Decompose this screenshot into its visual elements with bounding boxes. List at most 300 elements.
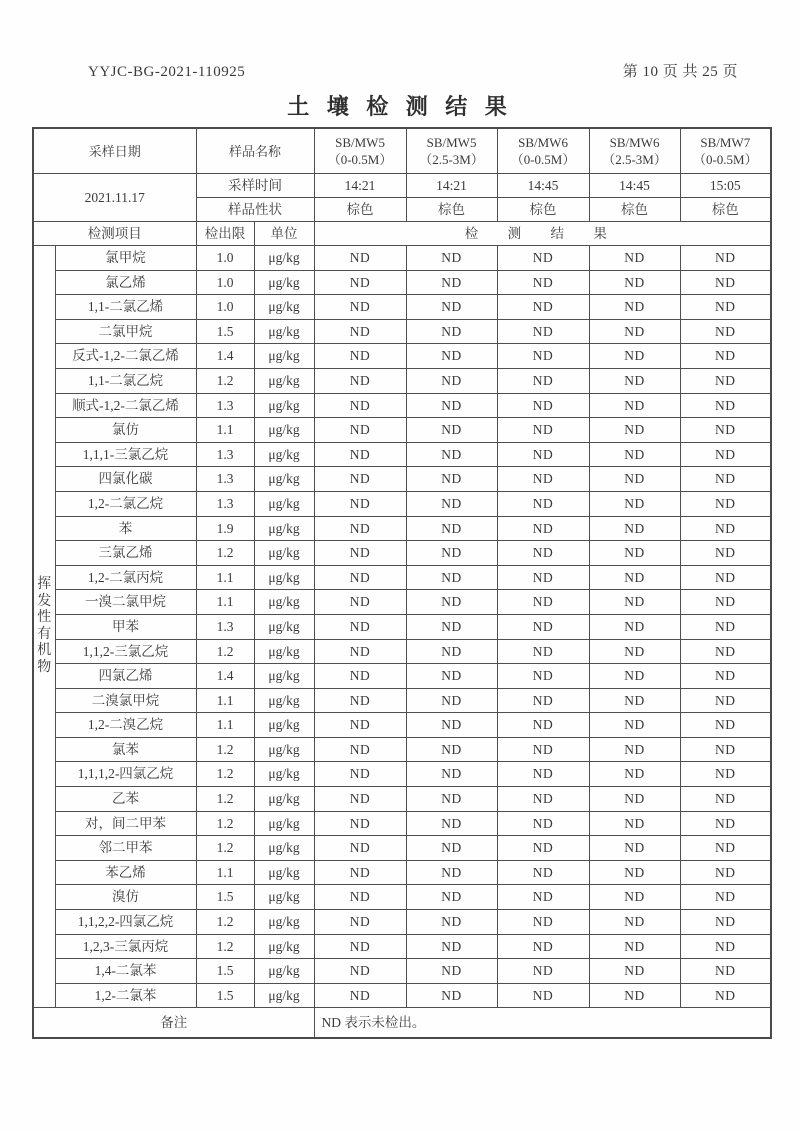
table-row [33, 368, 771, 393]
unit-cell: μg/kg [254, 713, 314, 738]
sample-header [314, 128, 406, 174]
result-cell: ND [314, 860, 406, 885]
sampling-time-label: 采样时间 [196, 174, 314, 198]
item-name-cell: 1,2-二氯苯 [55, 983, 196, 1008]
result-cell: ND [406, 910, 497, 935]
result-cell: ND [680, 787, 771, 812]
result-cell: ND [314, 565, 406, 590]
item-name-cell: 一溴二氯甲烷 [55, 590, 196, 615]
item-name-cell: 邻二甲苯 [55, 836, 196, 861]
unit-cell: μg/kg [254, 860, 314, 885]
result-cell: ND [406, 393, 497, 418]
result-cell: ND [314, 246, 406, 271]
sampling-date-value: 2021.11.17 [33, 174, 196, 222]
detection-limit-cell: 1.4 [196, 344, 254, 369]
page-title: 土 壤 检 测 结 果 [287, 94, 513, 119]
sample-header [680, 128, 771, 174]
result-cell: ND [406, 983, 497, 1008]
result-cell: ND [497, 491, 589, 516]
result-cell: ND [680, 983, 771, 1008]
detection-limit-cell: 1.0 [196, 270, 254, 295]
result-cell: ND [589, 688, 680, 713]
table-row [33, 614, 771, 639]
sampling-time-value: 14:45 [497, 174, 589, 198]
result-cell: ND [406, 639, 497, 664]
result-cell: ND [497, 811, 589, 836]
result-cell: ND [406, 737, 497, 762]
result-cell: ND [406, 664, 497, 689]
unit-cell: μg/kg [254, 541, 314, 566]
result-cell: ND [406, 565, 497, 590]
detection-limit-cell: 1.9 [196, 516, 254, 541]
sample-name-label: 样品名称 [196, 128, 314, 174]
item-name-cell: 1,1,1-三氯乙烷 [55, 442, 196, 467]
detection-limit-cell: 1.2 [196, 368, 254, 393]
result-cell: ND [680, 368, 771, 393]
result-cell: ND [406, 295, 497, 320]
result-cell: ND [406, 811, 497, 836]
result-cell: ND [680, 934, 771, 959]
result-cell: ND [589, 713, 680, 738]
detection-limit-cell: 1.2 [196, 737, 254, 762]
table-row [33, 983, 771, 1008]
detection-limit-cell: 1.1 [196, 590, 254, 615]
result-cell: ND [314, 442, 406, 467]
result-cell: ND [406, 467, 497, 492]
result-cell: ND [314, 737, 406, 762]
result-cell: ND [589, 442, 680, 467]
sample-id: SB/MW5 [426, 135, 477, 150]
result-cell: ND [314, 614, 406, 639]
result-cell: ND [314, 393, 406, 418]
item-name-cell: 1,2,3-三氯丙烷 [55, 934, 196, 959]
result-cell: ND [589, 590, 680, 615]
result-cell: ND [680, 614, 771, 639]
result-cell: ND [589, 910, 680, 935]
result-cell: ND [589, 787, 680, 812]
result-cell: ND [497, 910, 589, 935]
result-cell: ND [680, 270, 771, 295]
result-cell: ND [589, 934, 680, 959]
item-name-cell: 1,1,2-三氯乙烷 [55, 639, 196, 664]
item-name-cell: 1,2-二溴乙烷 [55, 713, 196, 738]
detection-limit-cell: 1.1 [196, 688, 254, 713]
unit-cell: μg/kg [254, 319, 314, 344]
sample-header [589, 128, 680, 174]
result-cell: ND [314, 885, 406, 910]
result-cell: ND [497, 787, 589, 812]
result-cell: ND [589, 541, 680, 566]
detection-limit-cell: 1.1 [196, 418, 254, 443]
result-cell: ND [406, 762, 497, 787]
result-cell: ND [497, 344, 589, 369]
item-name-cell: 反式-1,2-二氯乙烯 [55, 344, 196, 369]
result-cell: ND [589, 983, 680, 1008]
table-row [33, 934, 771, 959]
detection-limit-cell: 1.2 [196, 934, 254, 959]
result-cell: ND [680, 688, 771, 713]
remark-row [33, 1008, 771, 1039]
result-cell: ND [589, 491, 680, 516]
result-cell: ND [680, 910, 771, 935]
result-cell: ND [314, 983, 406, 1008]
table-row [33, 762, 771, 787]
detection-limit-cell: 1.0 [196, 246, 254, 271]
result-cell: ND [314, 910, 406, 935]
result-cell: ND [680, 393, 771, 418]
unit-cell: μg/kg [254, 491, 314, 516]
result-cell: ND [314, 811, 406, 836]
result-cell: ND [314, 295, 406, 320]
item-name-cell: 氯苯 [55, 737, 196, 762]
unit-cell: μg/kg [254, 983, 314, 1008]
unit-cell: μg/kg [254, 664, 314, 689]
sample-id: SB/MW6 [518, 135, 568, 150]
sample-depth: （0-0.5M） [327, 152, 393, 167]
result-cell: ND [680, 885, 771, 910]
unit-cell: μg/kg [254, 762, 314, 787]
result-cell: ND [314, 467, 406, 492]
result-cell: ND [589, 811, 680, 836]
item-name-cell: 1,2-二氯丙烷 [55, 565, 196, 590]
unit-cell: μg/kg [254, 418, 314, 443]
result-cell: ND [497, 762, 589, 787]
table-row [33, 491, 771, 516]
result-cell: ND [314, 836, 406, 861]
result-cell: ND [497, 442, 589, 467]
sample-depth: （0-0.5M） [692, 152, 758, 167]
result-cell: ND [589, 246, 680, 271]
detection-limit-cell: 1.2 [196, 836, 254, 861]
unit-cell: μg/kg [254, 934, 314, 959]
doc-number: YYJC-BG-2021-110925 [88, 64, 246, 80]
item-name-cell: 1,1,2,2-四氯乙烷 [55, 910, 196, 935]
item-name-cell: 溴仿 [55, 885, 196, 910]
item-name-cell: 顺式-1,2-二氯乙烯 [55, 393, 196, 418]
result-cell: ND [406, 590, 497, 615]
soil-results-table [32, 127, 772, 1039]
unit-cell: μg/kg [254, 246, 314, 271]
detection-limit-cell: 1.2 [196, 762, 254, 787]
table-row [33, 811, 771, 836]
unit-cell: μg/kg [254, 442, 314, 467]
result-cell: ND [406, 442, 497, 467]
item-name-cell: 1,4-二氯苯 [55, 959, 196, 984]
item-column-label: 检测项目 [33, 222, 196, 246]
result-cell: ND [497, 393, 589, 418]
result-cell: ND [589, 737, 680, 762]
sampling-time-value: 14:21 [314, 174, 406, 198]
column-header-row [33, 222, 771, 246]
result-cell: ND [497, 664, 589, 689]
table-row [33, 836, 771, 861]
unit-cell: μg/kg [254, 836, 314, 861]
appearance-value: 棕色 [589, 198, 680, 222]
result-cell: ND [680, 442, 771, 467]
sample-depth: （2.5-3M） [602, 152, 667, 167]
unit-cell: μg/kg [254, 467, 314, 492]
detection-limit-cell: 1.5 [196, 959, 254, 984]
unit-cell: μg/kg [254, 614, 314, 639]
result-cell: ND [589, 565, 680, 590]
result-cell: ND [497, 467, 589, 492]
item-name-cell: 甲苯 [55, 614, 196, 639]
unit-cell: μg/kg [254, 590, 314, 615]
sampling-time-value: 15:05 [680, 174, 771, 198]
table-row [33, 270, 771, 295]
result-cell: ND [314, 590, 406, 615]
table-row [33, 467, 771, 492]
result-cell: ND [680, 246, 771, 271]
detection-limit-cell: 1.0 [196, 295, 254, 320]
result-cell: ND [406, 885, 497, 910]
table-row [33, 860, 771, 885]
detection-limit-cell: 1.3 [196, 442, 254, 467]
result-cell: ND [680, 565, 771, 590]
result-cell: ND [406, 270, 497, 295]
result-cell: ND [589, 885, 680, 910]
table-row [33, 910, 771, 935]
unit-cell: μg/kg [254, 368, 314, 393]
header-tbody [33, 128, 771, 246]
detection-limit-cell: 1.5 [196, 319, 254, 344]
detection-limit-cell: 1.3 [196, 467, 254, 492]
sampling-time-row [33, 174, 771, 198]
result-cell: ND [314, 688, 406, 713]
table-row [33, 959, 771, 984]
result-cell: ND [497, 688, 589, 713]
unit-cell: μg/kg [254, 639, 314, 664]
result-cell: ND [406, 541, 497, 566]
result-cell: ND [406, 688, 497, 713]
table-row [33, 541, 771, 566]
item-name-cell: 氯仿 [55, 418, 196, 443]
result-cell: ND [589, 467, 680, 492]
unit-cell: μg/kg [254, 516, 314, 541]
result-cell: ND [589, 393, 680, 418]
unit-cell: μg/kg [254, 737, 314, 762]
table-row [33, 713, 771, 738]
result-cell: ND [589, 860, 680, 885]
result-cell: ND [497, 885, 589, 910]
item-name-cell: 1,1,1,2-四氯乙烷 [55, 762, 196, 787]
appearance-value: 棕色 [314, 198, 406, 222]
remark-note: ND 表示未检出。 [314, 1008, 771, 1039]
result-cell: ND [406, 319, 497, 344]
detection-limit-cell: 1.5 [196, 885, 254, 910]
result-cell: ND [680, 664, 771, 689]
detection-limit-cell: 1.2 [196, 639, 254, 664]
result-cell: ND [680, 418, 771, 443]
result-cell: ND [589, 270, 680, 295]
result-cell: ND [497, 418, 589, 443]
result-cell: ND [680, 737, 771, 762]
detection-limit-cell: 1.3 [196, 393, 254, 418]
table-row [33, 787, 771, 812]
remark-label: 备注 [33, 1008, 314, 1039]
item-name-cell: 对，间二甲苯 [55, 811, 196, 836]
unit-cell: μg/kg [254, 959, 314, 984]
unit-cell: μg/kg [254, 295, 314, 320]
table-row [33, 516, 771, 541]
result-cell: ND [680, 639, 771, 664]
sampling-date-label: 采样日期 [33, 128, 196, 174]
unit-cell: μg/kg [254, 910, 314, 935]
page-number: 第 10 页 共 25 页 [622, 64, 738, 80]
detection-limit-cell: 1.4 [196, 664, 254, 689]
result-cell: ND [314, 713, 406, 738]
unit-cell: μg/kg [254, 787, 314, 812]
detection-limit-cell: 1.2 [196, 541, 254, 566]
result-cell: ND [680, 959, 771, 984]
result-cell: ND [589, 295, 680, 320]
table-row [33, 639, 771, 664]
item-name-cell: 乙苯 [55, 787, 196, 812]
appearance-value: 棕色 [680, 198, 771, 222]
result-cell: ND [497, 319, 589, 344]
result-cell: ND [589, 319, 680, 344]
table-row [33, 393, 771, 418]
sample-id: SB/MW7 [700, 135, 751, 150]
result-cell: ND [497, 516, 589, 541]
unit-cell: μg/kg [254, 565, 314, 590]
item-name-cell: 1,1-二氯乙烷 [55, 368, 196, 393]
item-name-cell: 二溴氯甲烷 [55, 688, 196, 713]
table-row [33, 418, 771, 443]
item-name-cell: 四氯乙烯 [55, 664, 196, 689]
detection-limit-cell: 1.1 [196, 713, 254, 738]
result-cell: ND [680, 516, 771, 541]
sampling-time-value: 14:21 [406, 174, 497, 198]
result-cell: ND [589, 344, 680, 369]
result-cell: ND [406, 344, 497, 369]
result-cell: ND [406, 418, 497, 443]
table-row [33, 295, 771, 320]
footer-tbody [33, 1008, 771, 1039]
detection-limit-cell: 1.2 [196, 787, 254, 812]
result-cell: ND [497, 590, 589, 615]
detection-limit-cell: 1.3 [196, 614, 254, 639]
table-row [33, 737, 771, 762]
result-cell: ND [680, 319, 771, 344]
result-cell: ND [497, 959, 589, 984]
result-cell: ND [497, 860, 589, 885]
document-header [0, 0, 800, 81]
result-cell: ND [589, 614, 680, 639]
result-cell: ND [314, 934, 406, 959]
sample-id: SB/MW5 [335, 135, 385, 150]
result-cell: ND [497, 246, 589, 271]
result-cell: ND [497, 541, 589, 566]
table-row [33, 344, 771, 369]
result-cell: ND [497, 565, 589, 590]
detection-limit-cell: 1.1 [196, 860, 254, 885]
table-row [33, 590, 771, 615]
category-label-voc: 挥 发 性 有 机 物 [33, 246, 55, 1008]
result-cell: ND [589, 664, 680, 689]
table-row [33, 565, 771, 590]
result-cell: ND [680, 344, 771, 369]
result-cell: ND [497, 639, 589, 664]
appearance-label: 样品性状 [196, 198, 314, 222]
sample-depth: （2.5-3M） [419, 152, 484, 167]
result-cell: ND [406, 787, 497, 812]
detection-limit-cell: 1.2 [196, 811, 254, 836]
result-cell: ND [497, 737, 589, 762]
result-column-label: 检 测 结 果 [314, 222, 771, 246]
table-row [33, 885, 771, 910]
result-cell: ND [680, 836, 771, 861]
result-cell: ND [314, 368, 406, 393]
result-cell: ND [589, 762, 680, 787]
result-cell: ND [589, 418, 680, 443]
unit-cell: μg/kg [254, 344, 314, 369]
result-cell: ND [680, 713, 771, 738]
result-cell: ND [680, 860, 771, 885]
unit-cell: μg/kg [254, 393, 314, 418]
sample-name-row [33, 128, 771, 174]
result-cell: ND [497, 934, 589, 959]
result-cell: ND [680, 762, 771, 787]
table-row [33, 319, 771, 344]
result-cell: ND [680, 590, 771, 615]
result-cell: ND [406, 614, 497, 639]
limit-column-label: 检出限 [196, 222, 254, 246]
appearance-value: 棕色 [497, 198, 589, 222]
result-cell: ND [497, 295, 589, 320]
result-cell: ND [314, 541, 406, 566]
sampling-time-value: 14:45 [589, 174, 680, 198]
item-name-cell: 三氯乙烯 [55, 541, 196, 566]
result-cell: ND [589, 368, 680, 393]
result-cell: ND [314, 639, 406, 664]
table-row [33, 442, 771, 467]
table-row [33, 688, 771, 713]
result-cell: ND [406, 934, 497, 959]
result-cell: ND [314, 491, 406, 516]
result-cell: ND [680, 467, 771, 492]
result-cell: ND [314, 787, 406, 812]
result-cell: ND [314, 762, 406, 787]
detection-limit-cell: 1.3 [196, 491, 254, 516]
sample-depth: （0-0.5M） [510, 152, 576, 167]
result-cell: ND [314, 959, 406, 984]
detection-limit-cell: 1.2 [196, 910, 254, 935]
result-cell: ND [680, 295, 771, 320]
result-cell: ND [406, 368, 497, 393]
result-cell: ND [406, 860, 497, 885]
result-cell: ND [406, 491, 497, 516]
item-name-cell: 1,2-二氯乙烷 [55, 491, 196, 516]
result-cell: ND [406, 836, 497, 861]
appearance-value: 棕色 [406, 198, 497, 222]
detection-limit-cell: 1.1 [196, 565, 254, 590]
result-cell: ND [497, 614, 589, 639]
item-name-cell: 1,1-二氯乙烯 [55, 295, 196, 320]
detection-limit-cell: 1.5 [196, 983, 254, 1008]
result-cell: ND [406, 516, 497, 541]
unit-cell: μg/kg [254, 811, 314, 836]
result-cell: ND [497, 368, 589, 393]
item-name-cell: 氯乙烯 [55, 270, 196, 295]
unit-cell: μg/kg [254, 885, 314, 910]
result-cell: ND [589, 516, 680, 541]
result-cell: ND [314, 319, 406, 344]
table-row [33, 246, 771, 271]
result-cell: ND [406, 713, 497, 738]
result-cell: ND [406, 959, 497, 984]
result-cell: ND [680, 811, 771, 836]
